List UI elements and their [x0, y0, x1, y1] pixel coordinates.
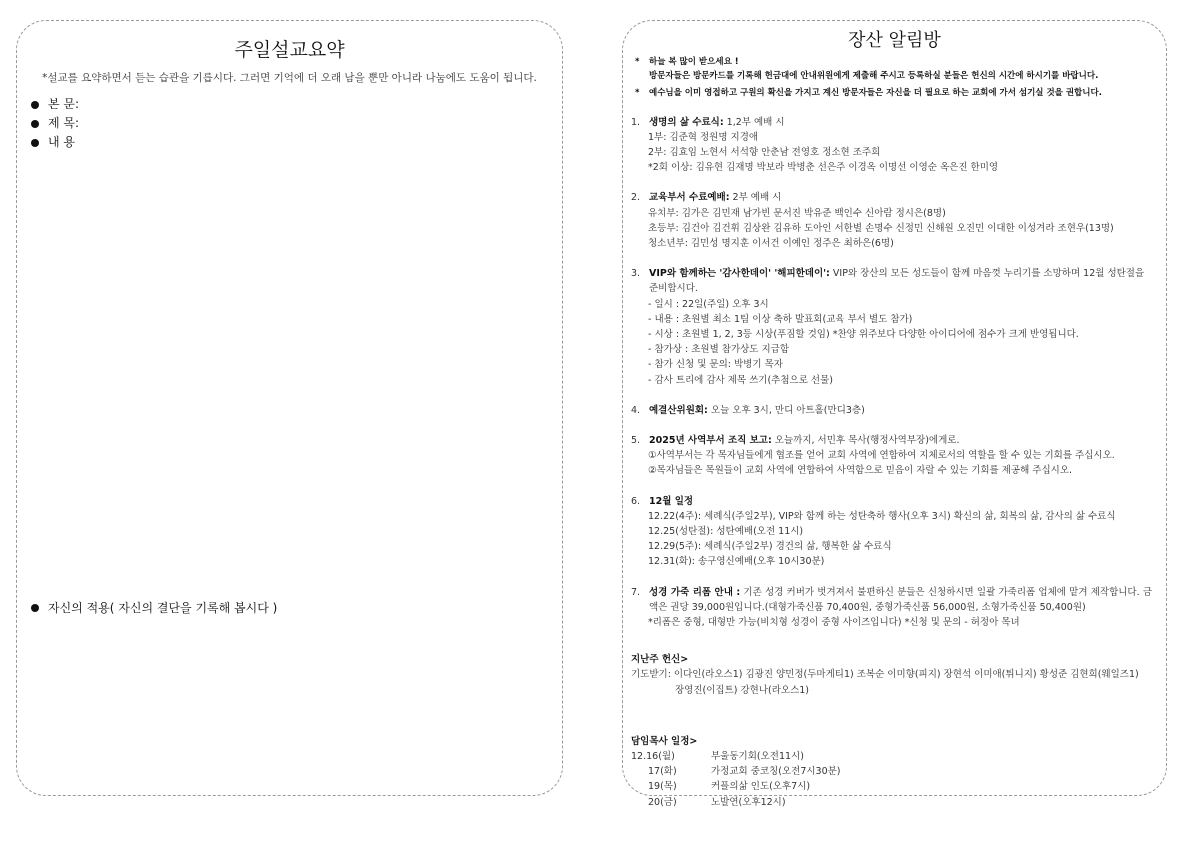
schedule-row: 19(목) 커플의삶 인도(오후7시): [648, 781, 811, 793]
schedule-row: 20(금) 노발연(오후12시): [648, 796, 786, 808]
sermon-fields: [17, 95, 562, 152]
announcement-7: 7. 성경 가죽 리폼 안내 : 기존 성경 커버가 벗겨져서 불편하신 분들은 신청하시면 일괄 가죽리폼 업체에 맡겨 제작합니다. 금액은 권당 39,000원입니다.(대형가죽신품 70,400원, 중형가죽신품 56,000원, 소형가죽신품 50,400원): [631, 586, 1152, 613]
pastor-schedule: [631, 734, 1152, 810]
scripture-field[interactable]: 본 문:: [31, 95, 562, 114]
welcome-notice: * 하늘 복 많이 받으세요 ! 방문자들은 방문카드를 기록해 헌금대에 안내위원에게 제출해 주시고 등록하실 분들은 헌신의 시간에 하시기를 바랍니다.: [635, 57, 1099, 81]
visitor-notice: * 예수님을 이미 영접하고 구원의 확신을 가지고 계신 방문자들은 자신을 더 필요로 하는 교회에 가서 섬기실 것을 권합니다.: [635, 88, 1102, 98]
personal-application-field[interactable]: 자신의 적용( 자신의 결단을 기록해 봅시다 ): [31, 599, 277, 616]
bullet-icon: [31, 101, 39, 109]
announcements-panel: [622, 20, 1167, 808]
announcement-4: 4. 예결산위원회: 오늘 오후 3시, 만디 아트홀(만디3층): [631, 404, 865, 416]
sermon-summary-title: 주일설교요약: [234, 39, 345, 61]
pastor-schedule-title: 담임목사 일정>: [631, 735, 698, 747]
schedule-row: 12.16(월) 부울동기회(오전11시): [631, 751, 804, 762]
bullet-icon: [31, 604, 39, 612]
schedule-row: 17(화) 가정교회 중코칭(오전7시30분): [648, 766, 841, 778]
announcements-body: * 하늘 복 많이 받으세요 ! 방문자들은 방문카드를 기록해 헌금대에 안내위원에게 제출해 주시고 등록하실 분들은 헌신의 시간에 하시기를 바랍니다. * 예수님을 이미 영접하고 구원의 확신을 가지고 계신 방문자들은 자신을 더 필요로 하는 교회에 가서 섬기실 것을 권합니다. 1. 생명의 삶 수료식: 1,2부 예배 시 1부: 김준혁 정원명 지경애 2부: 김효임 노현서 서석향 안춘남 전영호 정소현 조주희 *2회 이상: 김유현 김재명 박보라 박병춘 선은주 이경옥 이명선 이영순 옥은진 한미영 2. 교육부서 수료예배: 2부 예배 시 유치부: 김가은 김민재 남가빈 문서진 박유준 백인수 신아람 정시은(8명) 초등부: 김건아 김건휘 김상완 김유하 도아인 서한별 손명수 신정민 신해원 오진민 이대한 이성겨라 조현우(13명) 청소년부: 김민성 명지훈 이서건 이예인 정주은 최하은(6명) 3. VIP와 함께하는 '감사한데이' '해피한데이': VIP와 장산의 모든 성도들이 함께 마음껏 누리기를 소망하며 12월 성탄절을 준비합시다. - 일시 : 22일(주일) 오후 3시 - 내용 : 초원별 최소 1팀 이상 축하 발표회(교육 부서 별도 참가) - 시상 : 초원별 1, 2, 3등 시상(푸짐할 것임) *찬양 위주보다 다양한 아이디어에 점수가 크게 반영됩니다. - 참가상 : 초원별 참가상도 지급함 - 참가 신청 및 문의: 박병기 목자 - 감사 트리에 감사 제목 쓰기(추첨으로 선물) 4. 예결산위원회: 오늘 오후 3시, 만디 아트홀(만디3층) 5. 2025년 사역부서 조직 보고: 오늘까지, 서민후 목사(행정사역부장)에게로. ①사역부서는 각 목자님들에게 협조를 얻어 교회 사역에 연합하여 지체로서의 역할을 할 수 있는 기회를 주십시오. ②목자님들은 목원들이 교회 사역에 연합하여 사역함으로 믿음이 자랄 수 있는 기회를 제공해 주십시오. 6. 12월 일정 12.22(4주): 세례식(주일2부), VIP와 함께 하는 성탄축하 행사(오후 3시) 확신의 삶, 회복의 삶, 감사의 삶 수료식 12.25(성탄절): 성탄예배(오전 11시) 12.29(5주): 세례식(주일2부) 경건의 삶, 행복한 삶 수료식 12.31(화): 송구영신예배(오후 10시30분) 7. 성경 가죽 리폼 안내 : 기존 성경 커버가 벗겨져서 불편하신 분들은 신청하시면 일괄 가죽리폼 업체에 맡겨 제작합니다. 금액은 권당 39,000원입니다.(대형가죽신품 70,400원, 중형가죽신품 56,000원, 소형가죽신품 50,400원) *리폼은 중형, 대형만 가능(비치형 성경이 중형 사이즈입니다) *신청 및 문의 - 허정아 목녀 지난주 헌신> 기도받기: 이다인(라오스1) 김광진 양민정(두마게티1) 조복순 이미향(피지) 장현석 이미애(튀니지) 황성준 김현희(웨일즈1) 장영진(이집트) 강현나(라오스1) 담임목사 일정> 12.16(월) 부울동기회(오전11시) 17(화) 가정교회 중코칭(오전7시30분) 19(목) 커플의삶 인도(오후7시) 20(금) 노발연(오후12시): [623, 52, 1166, 810]
offering-title: 지난주 헌신>: [631, 654, 689, 666]
offering-section: 지난주 헌신> 기도받기: 이다인(라오스1) 김광진 양민정(두마게티1) 조복순 이미향(피지) 장현석 이미애(튀니지) 황성준 김현희(웨일즈1) 장영진(이집트) 강현나(라오스1): [631, 652, 1152, 698]
sermon-summary-note: *설교를 요약하면서 듣는 습관을 기릅시다. 그러면 기억에 더 오래 남을 뿐만 아니라 나눔에도 도움이 됩니다.: [42, 72, 537, 84]
announcement-1: 1. 생명의 삶 수료식: 1,2부 예배 시: [631, 116, 785, 128]
sermon-summary-panel: [16, 20, 563, 796]
announcement-3: 3. VIP와 함께하는 '감사한데이' '해피한데이': VIP와 장산의 모든 성도들이 함께 마음껏 누리기를 소망하며 12월 성탄절을 준비합시다.: [631, 268, 1145, 295]
announcement-5: 5. 2025년 사역부서 조직 보고: 오늘까지, 서민후 목사(행정사역부장)에게로.: [631, 434, 960, 446]
sermon-title-field[interactable]: 제 목:: [31, 114, 562, 133]
sermon-content-field[interactable]: 내 용: [31, 133, 562, 152]
announcements-title: 장산 알림방: [848, 30, 941, 51]
bullet-icon: [31, 120, 39, 128]
bullet-icon: [31, 139, 39, 147]
announcement-6: 6. 12월 일정: [631, 495, 694, 507]
announcement-2: 2. 교육부서 수료예배: 2부 예배 시: [631, 192, 782, 204]
